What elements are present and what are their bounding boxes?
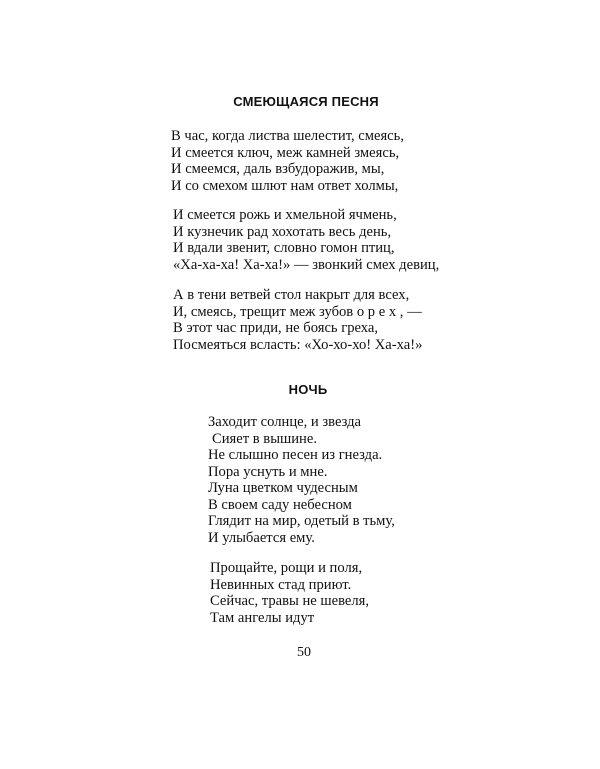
poem-line: Заходит солнце, и звезда: [208, 414, 362, 430]
poem-line: Прощайте, рощи и поля,: [210, 560, 363, 576]
poem-line: В своем саду небесном: [208, 496, 352, 513]
poem-line: И вдали звенит, словно гомон птиц,: [173, 240, 395, 256]
poem-line: Невинных стад приют.: [210, 576, 352, 593]
poem1-stanza-3: [173, 287, 422, 353]
poem-line: И улыбается ему.: [208, 529, 315, 546]
poem2-stanza-1: [208, 414, 395, 546]
poem-line: Не слышно песен из гнезда.: [208, 447, 383, 463]
page-number: 50: [297, 645, 311, 660]
poem-line: Там ангелы идут: [210, 609, 315, 626]
poem-line: А в тени ветвей стол накрыт для всех,: [173, 287, 410, 303]
poem-title-laughing-song: СМЕЮЩАЯСЯ ПЕСНЯ: [233, 94, 379, 109]
poem-title-night: НОЧЬ: [288, 382, 328, 397]
poem1-stanza-1: [171, 128, 404, 194]
poem-line: Пора уснуть и мне.: [208, 463, 328, 480]
poem-line: И смеется ключ, меж камней змеясь,: [171, 144, 400, 161]
poem-line: Глядит на мир, одетый в тьму,: [208, 513, 395, 529]
poem-line: «Ха-ха-ха! Ха-ха!» — звонкий смех девиц,: [173, 256, 440, 273]
poem2-stanza-2: [210, 560, 369, 626]
poem-line: В час, когда листва шелестит, смеясь,: [171, 128, 404, 144]
poem-line: Посмеяться всласть: «Хо-хо-хо! Ха-ха!»: [173, 336, 423, 353]
poem-line: Сияет в вышине.: [212, 430, 317, 447]
poem-line: В этот час приди, не боясь греха,: [173, 320, 379, 336]
poem1-stanza-2: [173, 207, 439, 273]
poem-line: И кузнечик рад хохотать весь день,: [173, 223, 392, 240]
poem-line: Сейчас, травы не шевеля,: [210, 593, 370, 609]
poem-line: И смеемся, даль взбудоражив, мы,: [171, 161, 385, 177]
poem-line: И, смеясь, трещит меж зубов о р е х , —: [173, 303, 422, 320]
poem-line: И смеется рожь и хмельной ячмень,: [173, 207, 397, 223]
poem-line: И со смехом шлют нам ответ холмы,: [171, 177, 399, 194]
poem-line: Луна цветком чудесным: [208, 480, 358, 496]
